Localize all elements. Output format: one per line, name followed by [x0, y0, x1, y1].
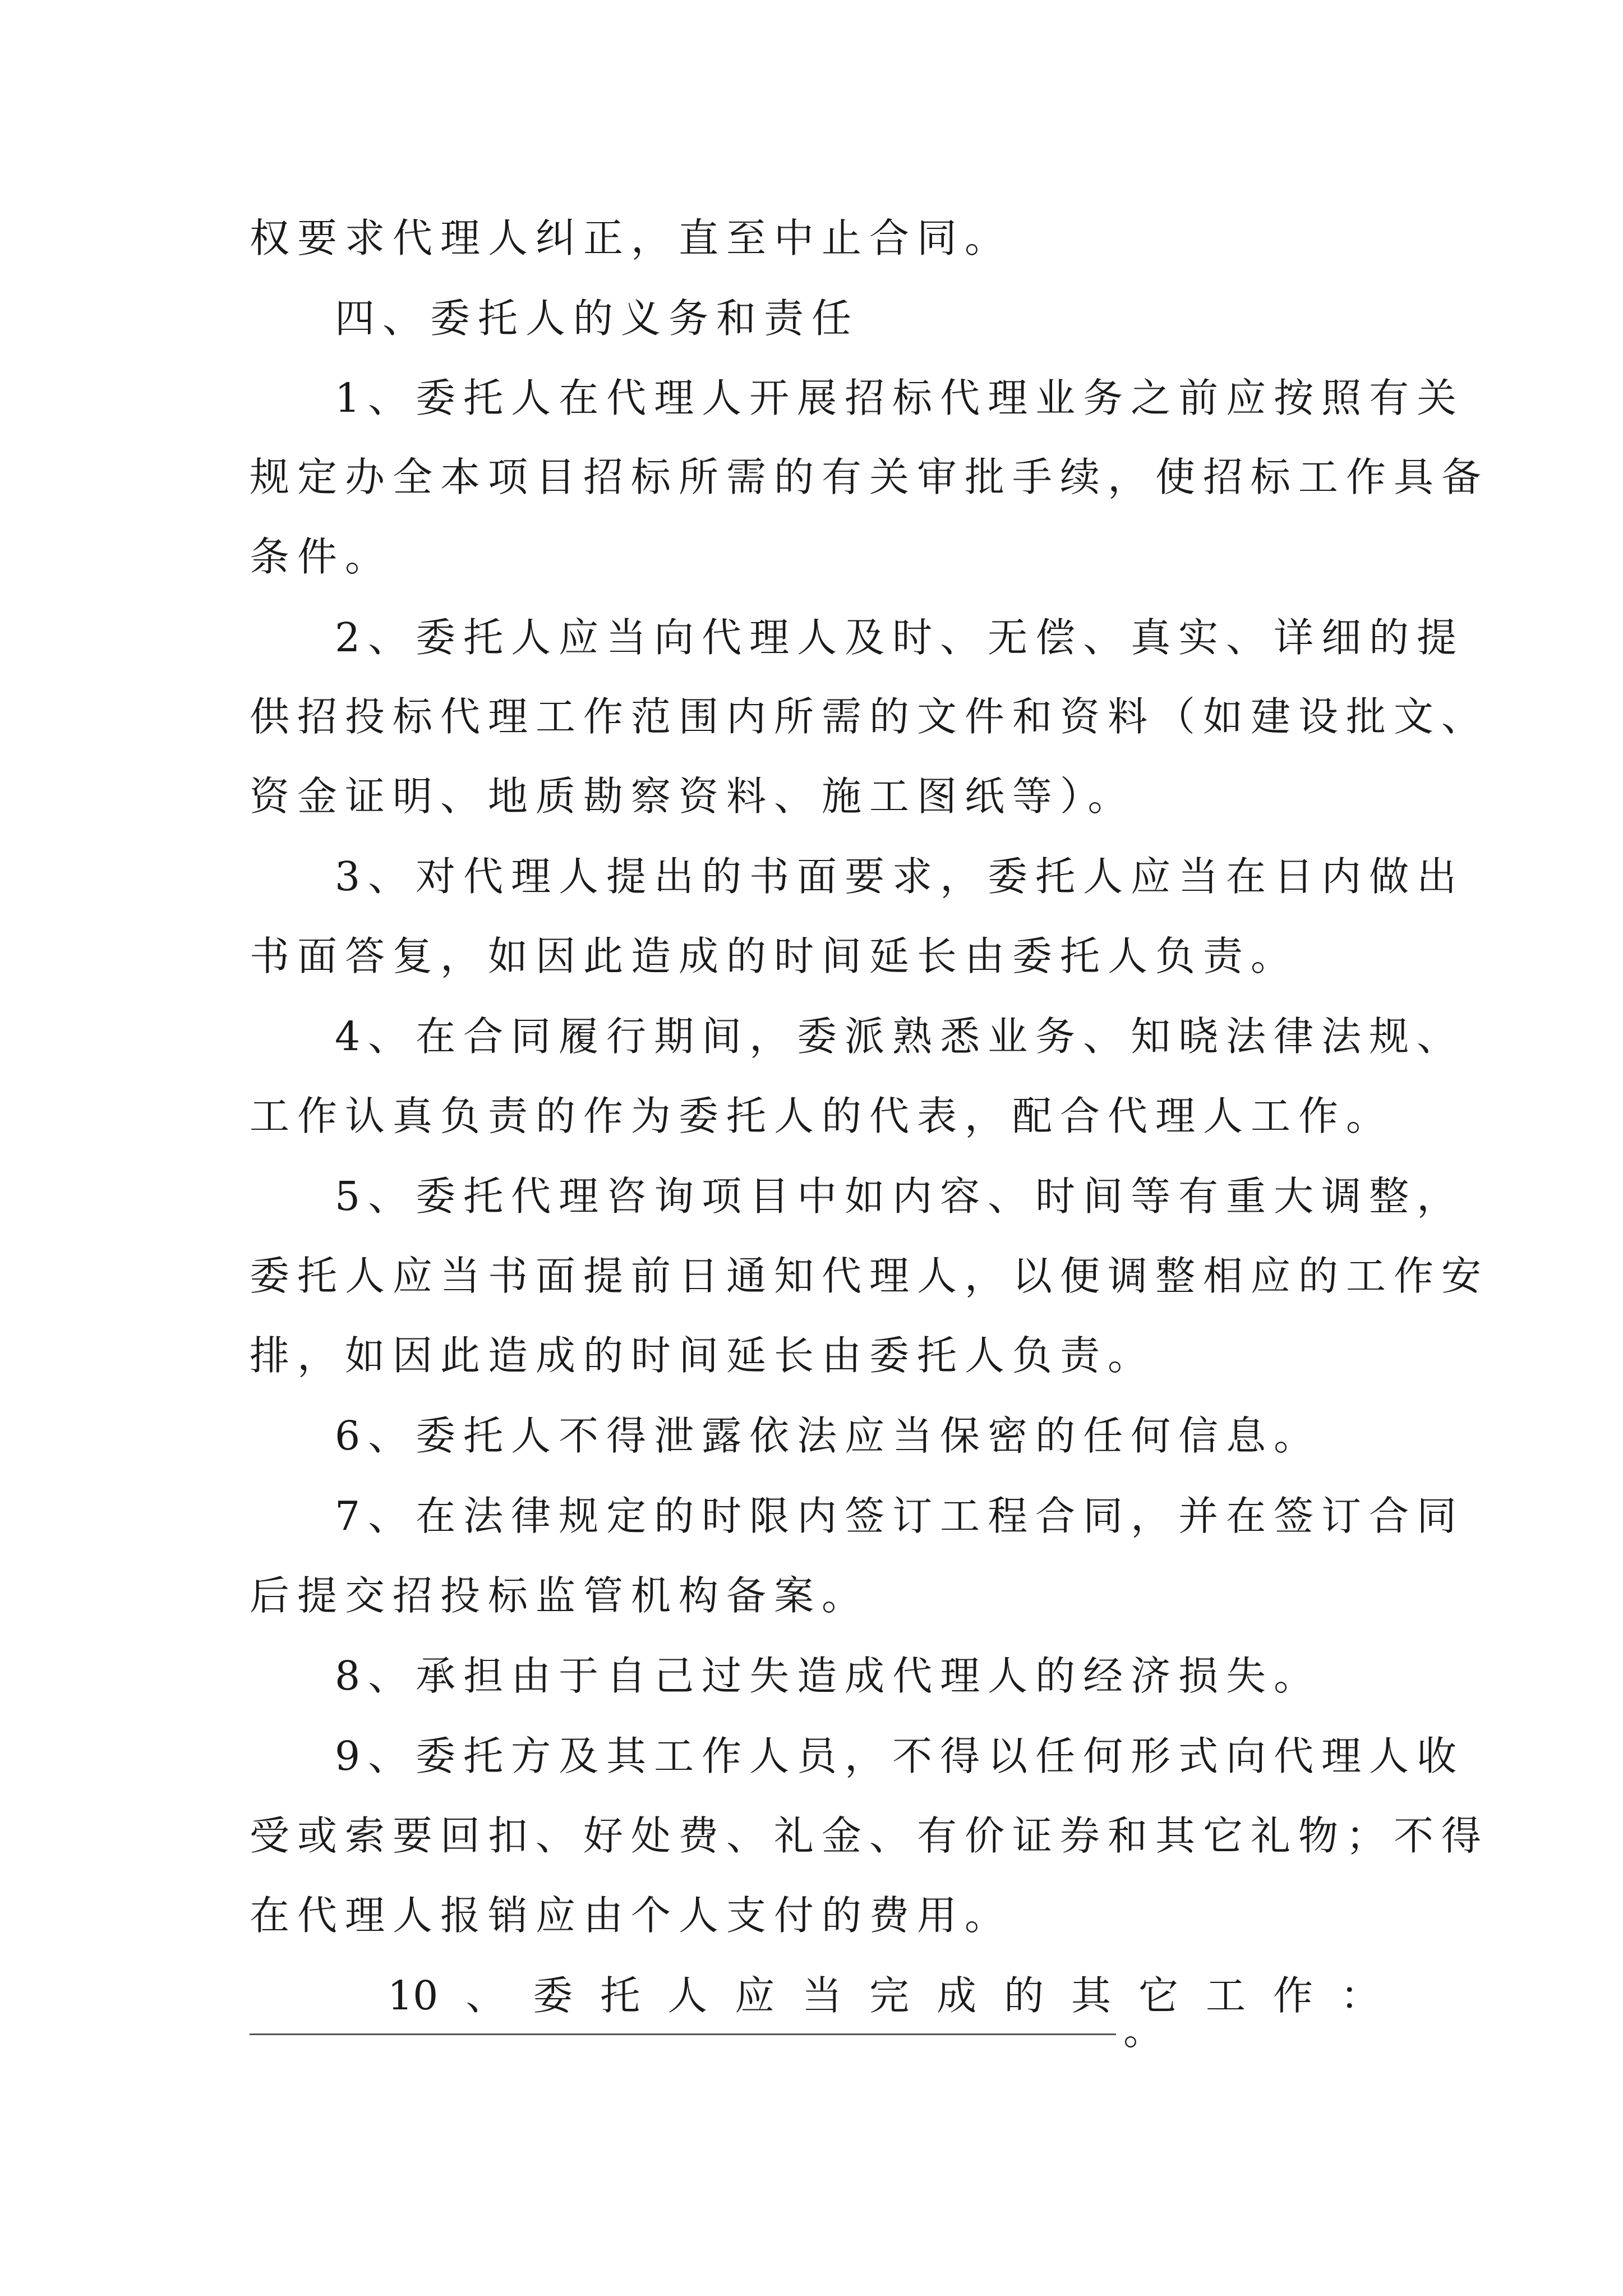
- item-10-line: [388, 1971, 1380, 2021]
- item-10-token: 它: [1138, 1972, 1179, 2019]
- item-10-token: 作: [1272, 1972, 1313, 2019]
- paragraph-line: 1、委托人在代理人开展招标代理业务之前应按照有关: [335, 375, 1465, 421]
- paragraph-line: 受或索要回扣、好处费、礼金、有价证券和其它礼物；不得: [250, 1812, 1490, 1859]
- paragraph-line: 权要求代理人纠正，直至中止合同。: [250, 215, 1013, 261]
- paragraph-line: 6、委托人不得泄露依法应当保密的任何信息。: [335, 1412, 1322, 1459]
- item-10-token: 、: [465, 1972, 506, 2019]
- paragraph-line: 5、委托代理咨询项目中如内容、时间等有重大调整，: [335, 1173, 1465, 1220]
- item-10-token: 的: [1004, 1972, 1044, 2019]
- item-10-token: 10: [388, 1972, 439, 2019]
- blank-end-mark: 。: [1123, 2007, 1164, 2054]
- fill-in-blank-line: [250, 2033, 1116, 2035]
- item-10-token: 应: [735, 1972, 775, 2019]
- paragraph-line: 规定办全本项目招标所需的有关审批手续，使招标工作具备: [250, 454, 1490, 500]
- paragraph-line: 书面答复，如因此造成的时间延长由委托人负责。: [250, 933, 1299, 979]
- paragraph-line: 8、承担由于自己过失造成代理人的经济损失。: [335, 1653, 1322, 1699]
- item-10-token: 当: [802, 1972, 842, 2019]
- item-10-token: 完: [869, 1972, 910, 2019]
- paragraph-line: 4、在合同履行期间，委派熟悉业务、知晓法律法规、: [335, 1013, 1465, 1060]
- paragraph-line: 供招投标代理工作范围内所需的文件和资料（如建设批文、: [250, 693, 1490, 740]
- paragraph-line: 委托人应当书面提前日通知代理人，以便调整相应的工作安: [250, 1253, 1490, 1299]
- paragraph-line: 排，如因此造成的时间延长由委托人负责。: [250, 1332, 1156, 1379]
- item-10-token: 人: [667, 1972, 708, 2019]
- item-10-token: 其: [1071, 1972, 1112, 2019]
- item-10-token: 托: [600, 1972, 640, 2019]
- item-10-token: 工: [1205, 1972, 1246, 2019]
- paragraph-line: 7、在法律规定的时限内签订工程合同，并在签订合同: [335, 1493, 1465, 1539]
- paragraph-line: 资金证明、地质勘察资料、施工图纸等）。: [250, 773, 1136, 820]
- item-10-token: ：: [1340, 1972, 1380, 2019]
- paragraph-line: 3、对代理人提出的书面要求，委托人应当在日内做出: [335, 853, 1465, 900]
- item-10-token: 委: [533, 1972, 573, 2019]
- paragraph-line: 后提交招投标监管机构备案。: [250, 1572, 870, 1619]
- paragraph-line: 条件。: [250, 533, 393, 580]
- paragraph-line: 在代理人报销应由个人支付的费用。: [250, 1892, 1013, 1939]
- item-10-token: 成: [937, 1972, 977, 2019]
- paragraph-line: 2、委托人应当向代理人及时、无偿、真实、详细的提: [335, 614, 1465, 661]
- paragraph-line: 工作认真负责的作为委托人的代表，配合代理人工作。: [250, 1093, 1394, 1139]
- paragraph-line: 9、委托方及其工作人员，不得以任何形式向代理人收: [335, 1733, 1465, 1779]
- section-heading: 四、委托人的义务和责任: [335, 295, 860, 342]
